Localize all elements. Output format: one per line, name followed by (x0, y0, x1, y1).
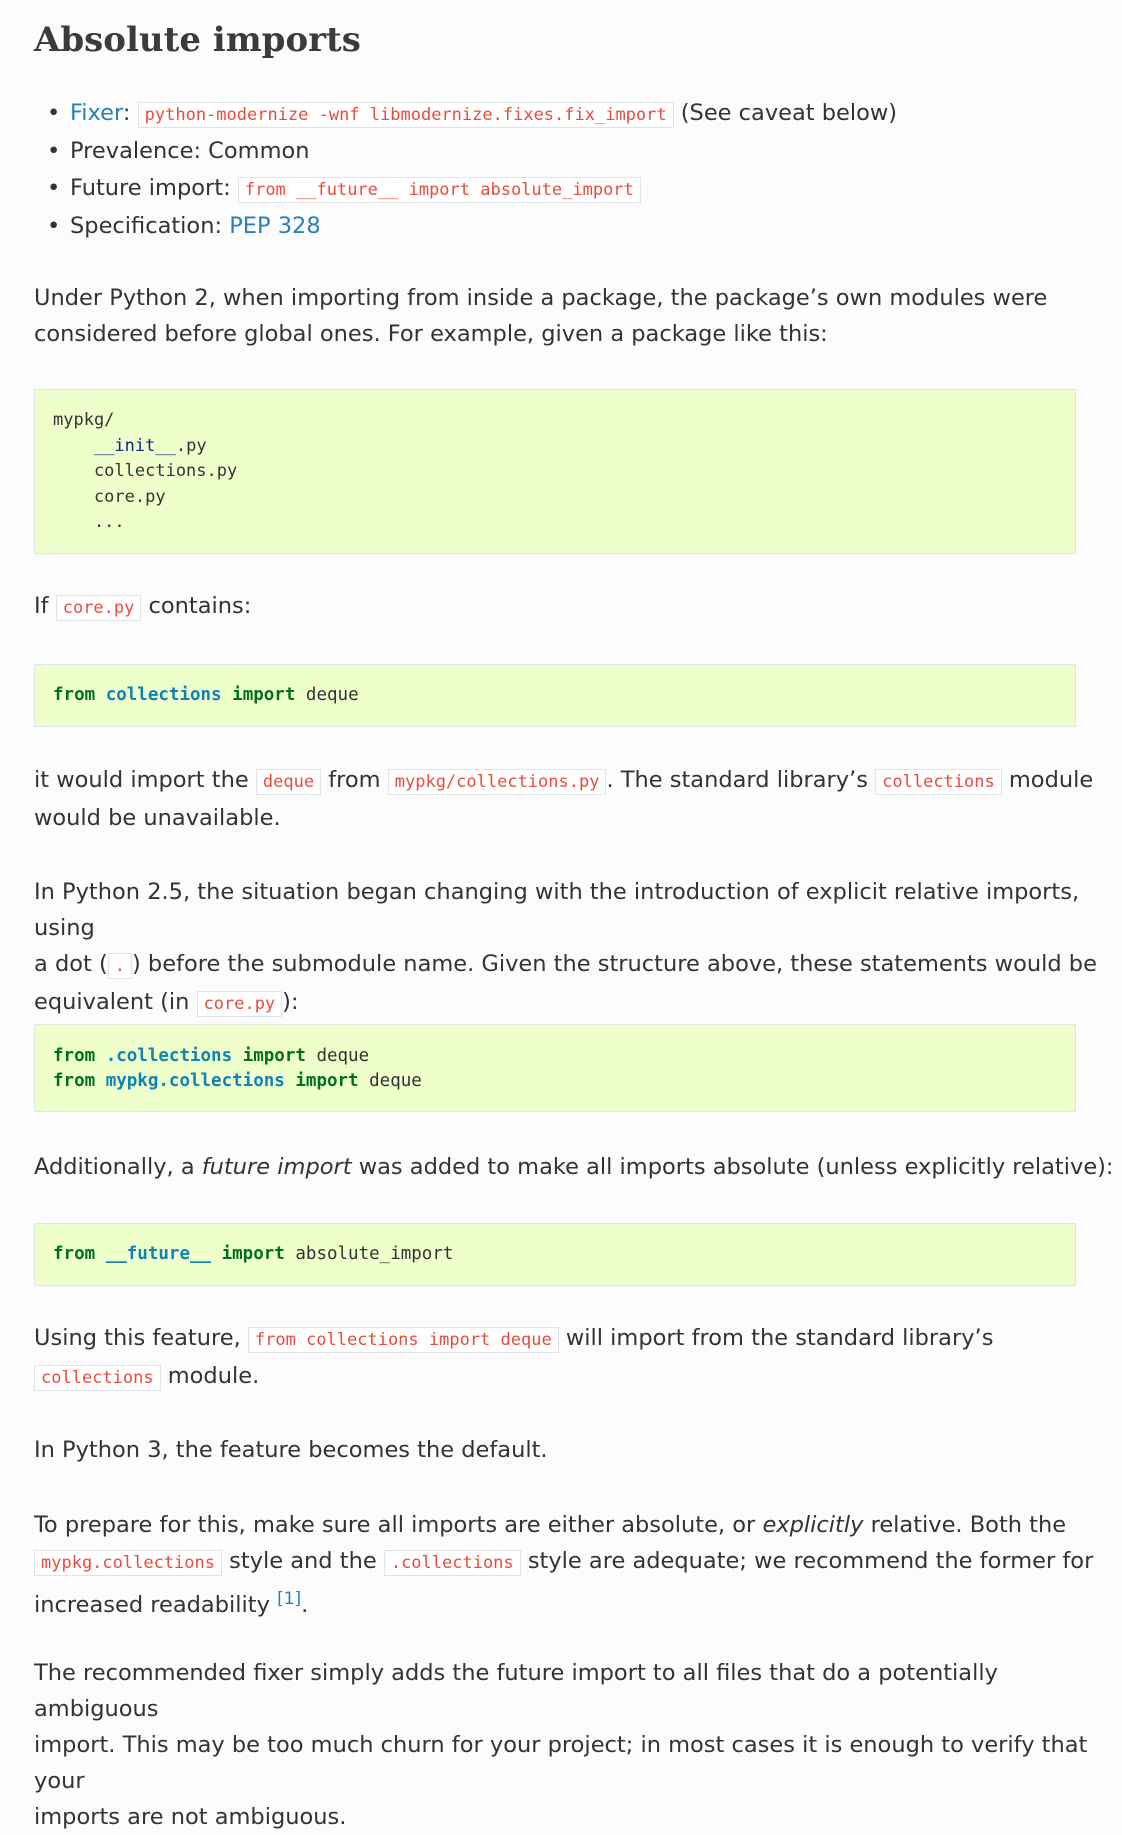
core-py-code: core.py (56, 595, 142, 621)
fixer-command-code: python-modernize -wnf libmodernize.fixes.fix_import (138, 102, 674, 128)
paragraph-prepare: To prepare for this, make sure all imports are either absolute, or explicitly relative. Both the mypkg.collections style and the .collections style are adequate; we recommend the former for increased readability [1]. (34, 1512, 1094, 1618)
bullet-icon: • (47, 212, 61, 239)
list-item-prevalence: • Prevalence: Common (34, 133, 897, 171)
fixer-caveat-text: (See caveat below) (680, 100, 898, 126)
relative-imports-code-block: from .collections import deque from mypkg.collections import deque (34, 1024, 1076, 1112)
package-tree-code-block: mypkg/ __init__.py collections.py core.py ... (34, 389, 1076, 554)
paragraph-additionally: Additionally, a future import was added to make all imports absolute (unless explicitly relative): (34, 1154, 1114, 1180)
list-item-future-import: • Future import: from __future__ import absolute_import (34, 170, 897, 208)
paragraph-python25: In Python 2.5, the situation began changing with the introduction of explicit relative imports, using a dot ( . ) before the submodule name. Given the structure above, these statements would be equivalent (in core.py ): (34, 879, 1097, 1015)
fixer-link[interactable]: Fixer (70, 100, 123, 126)
paragraph-recommended-fixer: The recommended fixer simply adds the future import to all files that do a potentially ambiguous import. This may be too much churn for your project; in most cases it is enough to verify that your imports are not ambiguous. (34, 1660, 1088, 1830)
metadata-list (34, 95, 897, 245)
bullet-icon: • (47, 175, 61, 201)
future-import-code-block: from __future__ import absolute_import (34, 1223, 1076, 1286)
paragraph-would-import: it would import the deque from mypkg/collections.py . The standard library’s collections module would be unavailable. (34, 767, 1094, 831)
import-deque-code-block: from collections import deque (34, 664, 1076, 727)
paragraph-if-core: If core.py contains: (34, 593, 252, 619)
bullet-icon: • (47, 137, 61, 164)
pep-328-link[interactable]: PEP 328 (229, 212, 321, 239)
bullet-icon: • (47, 100, 61, 126)
paragraph-using-feature: Using this feature, from collections import deque will import from the standard library’s collections module. (34, 1325, 994, 1389)
paragraph-intro: Under Python 2, when importing from inside a package, the package’s own modules were considered before global ones. For example, given a package like this: (34, 285, 1048, 347)
footnote-ref-link[interactable]: [1] (277, 1589, 302, 1609)
paragraph-python3: In Python 3, the feature becomes the default. (34, 1437, 548, 1463)
list-item-fixer: • Fixer: python-modernize -wnf libmodernize.fixes.fix_import (See caveat below) (34, 95, 897, 133)
future-import-code: from __future__ import absolute_import (238, 177, 641, 203)
page-title: Absolute imports (34, 20, 361, 60)
list-item-specification: • Specification: PEP 328 (34, 208, 897, 246)
